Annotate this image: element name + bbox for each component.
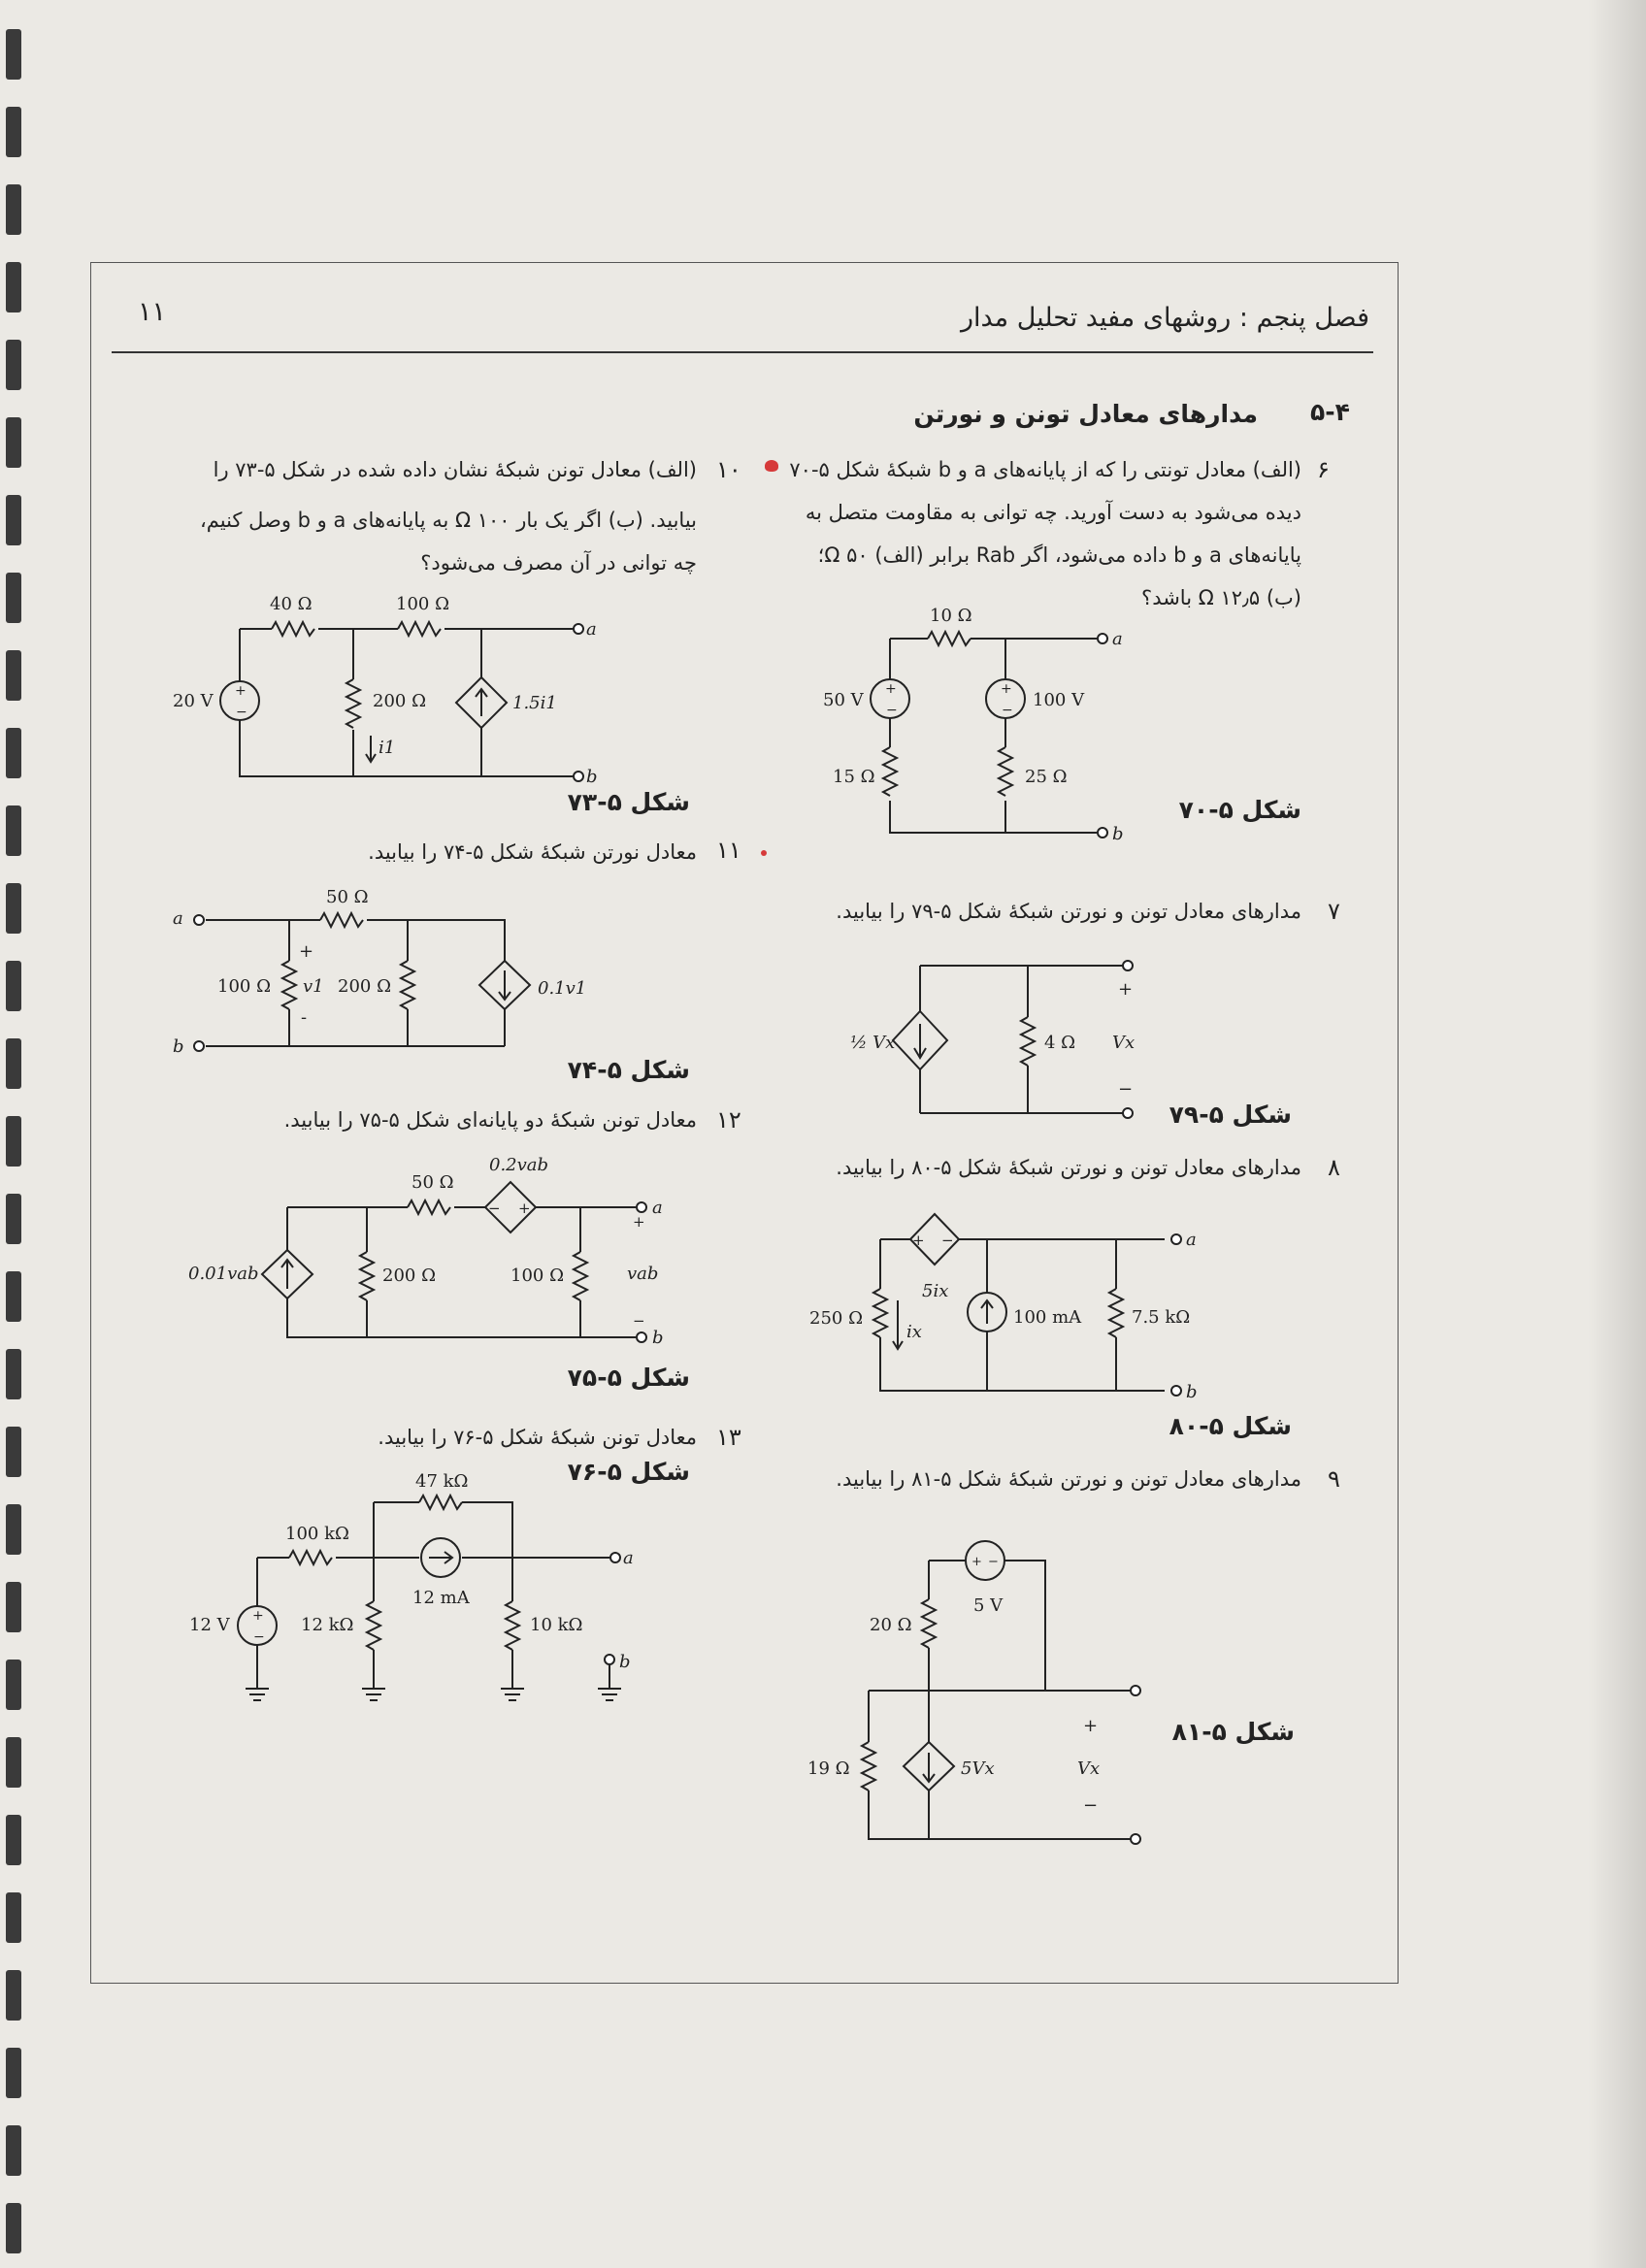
f70-r3: 25 Ω (1025, 767, 1068, 787)
figure-caption-81: شکل ۵-۸۱ (1171, 1718, 1295, 1746)
circuit-fig-81 (807, 1541, 1140, 1844)
figure-caption-80: شکل ۵-۸۰ (1169, 1412, 1292, 1440)
problem-number-6: ۶ (1317, 456, 1330, 483)
page-number: ۱۱ (138, 297, 167, 327)
f80-r1: 250 Ω (809, 1308, 864, 1329)
problem-7-text: مدارهای معادل تونن و نورتن شبکهٔ شکل ۵-۷۹ را بیابید. (836, 900, 1301, 923)
f73-a: a (586, 619, 597, 640)
f75-r1: 50 Ω (412, 1172, 454, 1193)
f76-b: b (619, 1652, 631, 1672)
f73-i1: i1 (379, 738, 396, 758)
svg-text:−: − (253, 1629, 265, 1645)
f74-r2: 100 Ω (217, 976, 272, 997)
chapter-title: فصل پنجم : روشهای مفید تحلیل مدار (960, 303, 1369, 333)
f74-dep: 0.1v1 (538, 978, 587, 999)
svg-text:+: + (252, 1608, 264, 1624)
f75-a: a (652, 1198, 663, 1218)
circuit-fig-74 (173, 887, 586, 1057)
f80-i: 100 mA (1013, 1307, 1082, 1328)
circuit-fig-75 (188, 1155, 664, 1348)
f74-v1: v1 (303, 976, 324, 997)
problem-6-line-1: (الف) معادل تونتی را که از پایانه‌های a و b شبکهٔ شکل ۵-۷۰ (789, 458, 1301, 481)
f80-r2: 7.5 kΩ (1132, 1307, 1191, 1328)
problem-11-text: معادل نورتن شبکهٔ شکل ۵-۷۴ را بیابید. (368, 840, 697, 864)
circuit-fig-80 (809, 1214, 1198, 1402)
figure-caption-73: شکل ۵-۷۳ (567, 788, 690, 816)
problem-number-12: ۱۲ (716, 1106, 741, 1134)
svg-text:+: + (971, 1555, 982, 1569)
f75-b: b (652, 1328, 664, 1348)
problem-9-text: مدارهای معادل تونن و نورتن شبکهٔ شکل ۵-۸۱ را بیابید. (836, 1467, 1301, 1491)
f80-dep: 5ix (922, 1281, 949, 1301)
figure-caption-74: شکل ۵-۷۴ (567, 1056, 690, 1084)
f70-v1: 50 V (823, 690, 864, 710)
problem-10-line-2: بیابید. (ب) اگر یک بار Ω ۱۰۰ به پایانه‌های a و b وصل کنیم، (199, 509, 697, 532)
f73-dep: 1.5i1 (512, 693, 557, 713)
f75-r3: 100 Ω (510, 1265, 565, 1286)
problem-number-9: ۹ (1328, 1465, 1340, 1493)
f73-b: b (586, 767, 598, 787)
f75-dep-v: 0.2vab (489, 1155, 549, 1175)
f74-plus: + (299, 941, 314, 962)
svg-text:−: − (1002, 703, 1013, 718)
f76-r1: 47 kΩ (415, 1471, 469, 1492)
f73-r3: 200 Ω (373, 691, 427, 711)
f73-r2: 100 Ω (396, 594, 450, 614)
f81-minus: − (1083, 1795, 1099, 1816)
circuit-fig-76 (189, 1471, 634, 1700)
problem-number-10: ۱۰ (716, 456, 741, 483)
circuit-fig-79 (850, 961, 1135, 1118)
f81-plus: + (1083, 1716, 1099, 1736)
f76-i: 12 mA (412, 1588, 470, 1608)
f74-r3: 200 Ω (338, 976, 392, 997)
f70-b: b (1112, 824, 1124, 844)
problem-number-11: ۱۱ (716, 837, 741, 864)
circuit-fig-73 (173, 594, 598, 787)
svg-text:+: + (1001, 681, 1012, 697)
f81-v: 5 V (973, 1595, 1004, 1616)
svg-text:+: + (633, 1213, 645, 1231)
problem-number-8: ۸ (1328, 1154, 1340, 1181)
f74-b: b (173, 1036, 184, 1057)
f81-vx: Vx (1077, 1759, 1101, 1779)
circuit-fig-70 (823, 606, 1124, 844)
f80-ix: ix (906, 1322, 922, 1342)
problem-8-text: مدارهای معادل تونن و نورتن شبکهٔ شکل ۵-۸۰ را بیابید. (836, 1156, 1301, 1179)
f80-a: a (1186, 1230, 1197, 1250)
svg-text:−: − (886, 703, 898, 718)
svg-text:−: − (941, 1232, 954, 1249)
f76-a: a (623, 1548, 634, 1568)
f75-r2: 200 Ω (382, 1265, 437, 1286)
f70-v2: 100 V (1033, 690, 1085, 710)
f79-r: 4 Ω (1044, 1033, 1076, 1053)
problem-10-line-3: چه توانی در آن مصرف می‌شود؟ (420, 551, 697, 575)
f80-b: b (1186, 1382, 1198, 1402)
svg-text:−: − (488, 1200, 501, 1217)
f70-r2: 15 Ω (833, 767, 875, 787)
f70-a: a (1112, 629, 1123, 649)
section-number: ۵-۴ (1310, 398, 1350, 426)
f79-src: ½ Vx (850, 1033, 896, 1053)
f74-minus: - (301, 1007, 308, 1028)
problem-10-line-1: (الف) معادل تونن شبکهٔ نشان داده شده در شکل ۵-۷۳ را (213, 458, 697, 481)
f75-dep-i: 0.01vab (188, 1264, 259, 1284)
f81-r1: 20 Ω (870, 1615, 912, 1635)
svg-text:+: + (912, 1232, 925, 1249)
problem-6-line-2: دیده می‌شود به دست آورید. چه توانی به مقاومت متصل به (805, 501, 1301, 524)
svg-text:+: + (518, 1200, 531, 1217)
f76-r3: 12 kΩ (301, 1615, 354, 1635)
f76-v: 12 V (189, 1615, 230, 1635)
problem-6-line-4: (ب) ۱۲٫۵ Ω باشد؟ (1141, 586, 1301, 609)
f70-r1: 10 Ω (930, 606, 972, 626)
svg-text:+: + (235, 683, 247, 699)
svg-text:+: + (885, 681, 897, 697)
problem-12-text: معادل تونن شبکهٔ دو پایانه‌ای شکل ۵-۷۵ را بیابید. (283, 1108, 697, 1132)
f79-v: Vx (1112, 1033, 1136, 1053)
f74-r1: 50 Ω (326, 887, 369, 907)
f73-r1: 40 Ω (270, 594, 313, 614)
section-title: مدارهای معادل تونن و نورتن (913, 400, 1258, 428)
f73-v: 20 V (173, 691, 214, 711)
figure-caption-79: شکل ۵-۷۹ (1169, 1101, 1292, 1129)
f74-a: a (173, 908, 183, 929)
f76-r2: 100 kΩ (285, 1524, 349, 1544)
svg-text:−: − (236, 705, 247, 720)
svg-text:−: − (988, 1555, 999, 1569)
f79-minus: − (1118, 1079, 1134, 1100)
f76-r4: 10 kΩ (530, 1615, 583, 1635)
figure-caption-75: شکل ۵-۷۵ (567, 1364, 690, 1392)
f81-r2: 19 Ω (807, 1759, 850, 1779)
figure-caption-76: شکل ۵-۷۶ (567, 1458, 690, 1486)
problem-6-line-3: پایانه‌های a و b داده می‌شود، اگر Rab برابر (الف) ۵۰ Ω؛ (817, 543, 1301, 567)
problem-13-text: معادل تونن شبکهٔ شکل ۵-۷۶ را بیابید. (378, 1426, 697, 1449)
problem-number-7: ۷ (1328, 898, 1340, 925)
f75-vab: vab (627, 1264, 659, 1284)
f79-plus: + (1118, 979, 1134, 1000)
f81-dep: 5Vx (961, 1759, 995, 1779)
figure-caption-70: شکل ۵-۷۰ (1178, 796, 1301, 824)
svg-text:−: − (633, 1312, 645, 1330)
problem-number-13: ۱۳ (716, 1424, 741, 1451)
